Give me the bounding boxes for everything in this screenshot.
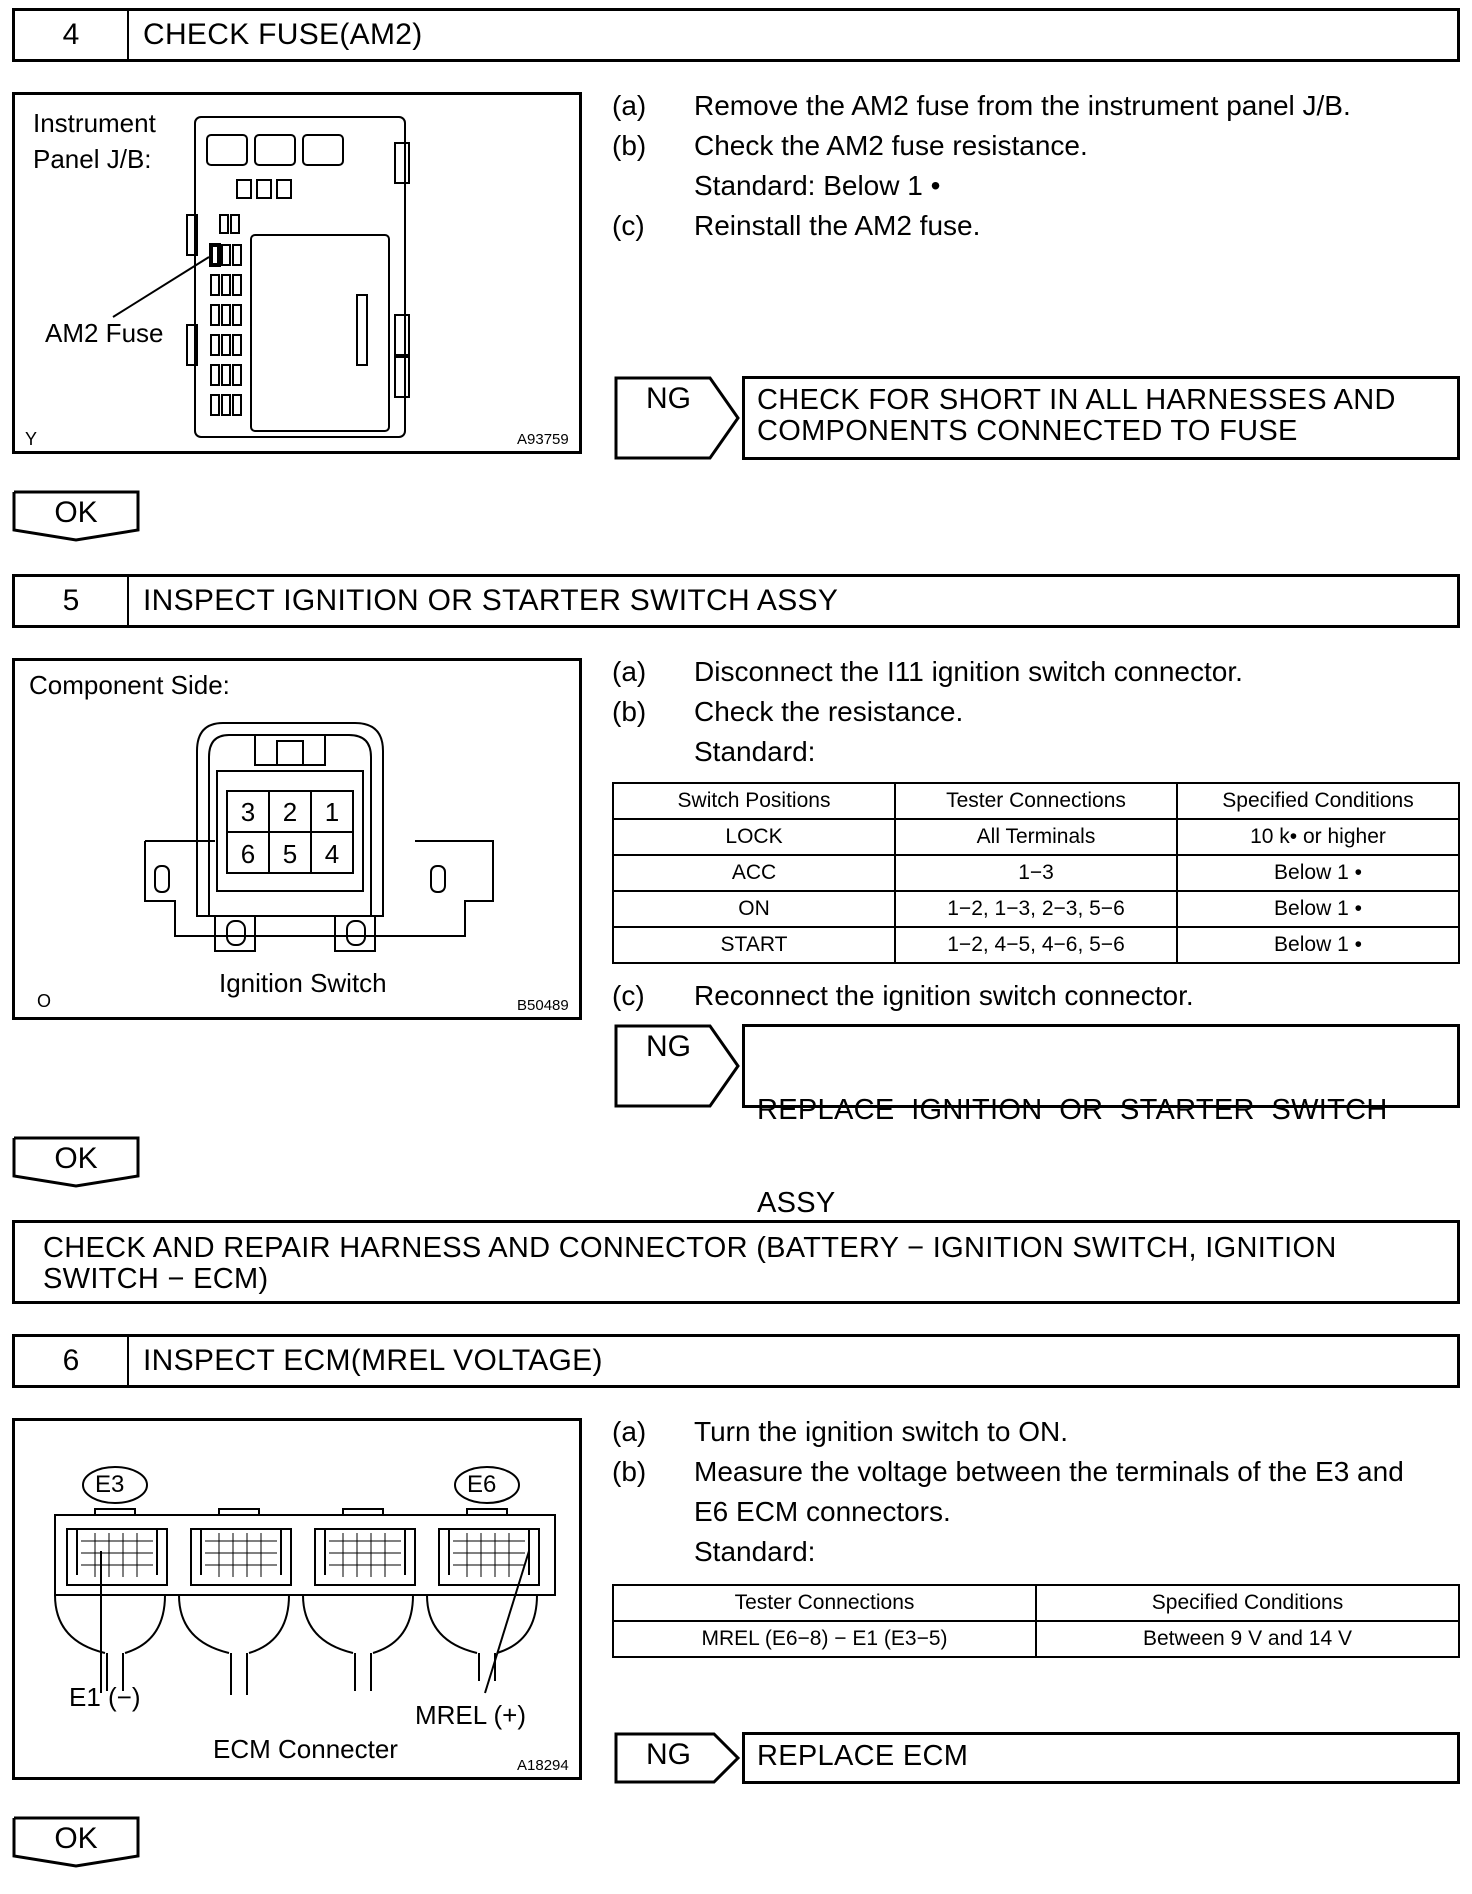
step-title: INSPECT IGNITION OR STARTER SWITCH ASSY [143,584,839,617]
switch-resistance-table [612,782,1460,964]
ecm-connector-figure [12,1418,582,1780]
table-header: Switch Positions [613,783,895,819]
ng-action-4: CHECK FOR SHORT IN ALL HARNESSES AND COMPONENTS CONNECTED TO FUSE [742,376,1460,460]
jb-label-line1: Instrument [33,108,156,138]
mrel-voltage-table [612,1584,1460,1658]
step-title: CHECK FUSE(AM2) [143,18,423,51]
pin-6: 6 [240,839,256,869]
jb-label-line2: Panel J/B: [33,144,152,174]
table-header: Specified Conditions [1177,783,1459,819]
repair-harness-box: CHECK AND REPAIR HARNESS AND CONNECTOR (BATTERY − IGNITION SWITCH, IGNITION SWITCH − ECM) [12,1220,1460,1304]
step-title: INSPECT ECM(MREL VOLTAGE) [143,1344,603,1377]
ng-arrow-4: NG [614,376,744,460]
table-header-row [613,783,1459,819]
table-row: ON 1−2, 1−3, 2−3, 5−6 Below 1 • [613,891,1459,927]
ignition-switch-caption: Ignition Switch [219,968,387,998]
figure-code: A93759 [517,431,569,448]
table-header: Tester Connections [895,783,1177,819]
table-header-row [613,1585,1459,1621]
figure-corner-mark: Y [25,429,38,449]
figure-corner-mark: O [37,991,52,1011]
mrel-terminal-label: MREL (+) [415,1700,526,1730]
section-6-header [12,1334,1460,1388]
pin-4: 4 [324,839,340,869]
e6-connector-tag: E6 [467,1471,497,1498]
table-row: ACC 1−3 Below 1 • [613,855,1459,891]
ok-tag-6: OK [12,1816,152,1868]
ecm-connector-caption: ECM Connecter [213,1734,398,1764]
pin-5: 5 [282,839,298,869]
ng-action-6: REPLACE ECM [742,1732,1460,1784]
ignition-switch-figure [12,658,582,1020]
table-header: Specified Conditions [1036,1585,1459,1621]
component-side-label: Component Side: [29,670,230,700]
am2-fuse-label: AM2 Fuse [45,318,164,348]
ng-arrow-6: NG [614,1732,744,1784]
table-row: START 1−2, 4−5, 4−6, 5−6 Below 1 • [613,927,1459,963]
step-number: 4 [15,11,129,59]
table-row: MREL (E6−8) − E1 (E3−5) Between 9 V and 14 V [613,1621,1459,1657]
section-5-header [12,574,1460,628]
ok-tag-4: OK [12,490,152,542]
table-header: Tester Connections [613,1585,1036,1621]
section-4-header [12,8,1460,62]
ng-arrow-5: NG [614,1024,744,1108]
pin-3: 3 [240,797,256,827]
pin-2: 2 [282,797,298,827]
table-row: LOCK All Terminals 10 k• or higher [613,819,1459,855]
step-number: 6 [15,1337,129,1385]
instrument-panel-jb-figure [12,92,582,454]
figure-code: A18294 [517,1757,569,1774]
ok-tag-5: OK [12,1136,152,1188]
pin-1: 1 [324,797,340,827]
figure-code: B50489 [517,997,569,1014]
e3-connector-tag: E3 [95,1471,125,1498]
step-number: 5 [15,577,129,625]
ng-action-5: REPLACE IGNITION OR STARTER SWITCH ASSY [742,1024,1460,1108]
e1-terminal-label: E1 (−) [69,1682,141,1712]
